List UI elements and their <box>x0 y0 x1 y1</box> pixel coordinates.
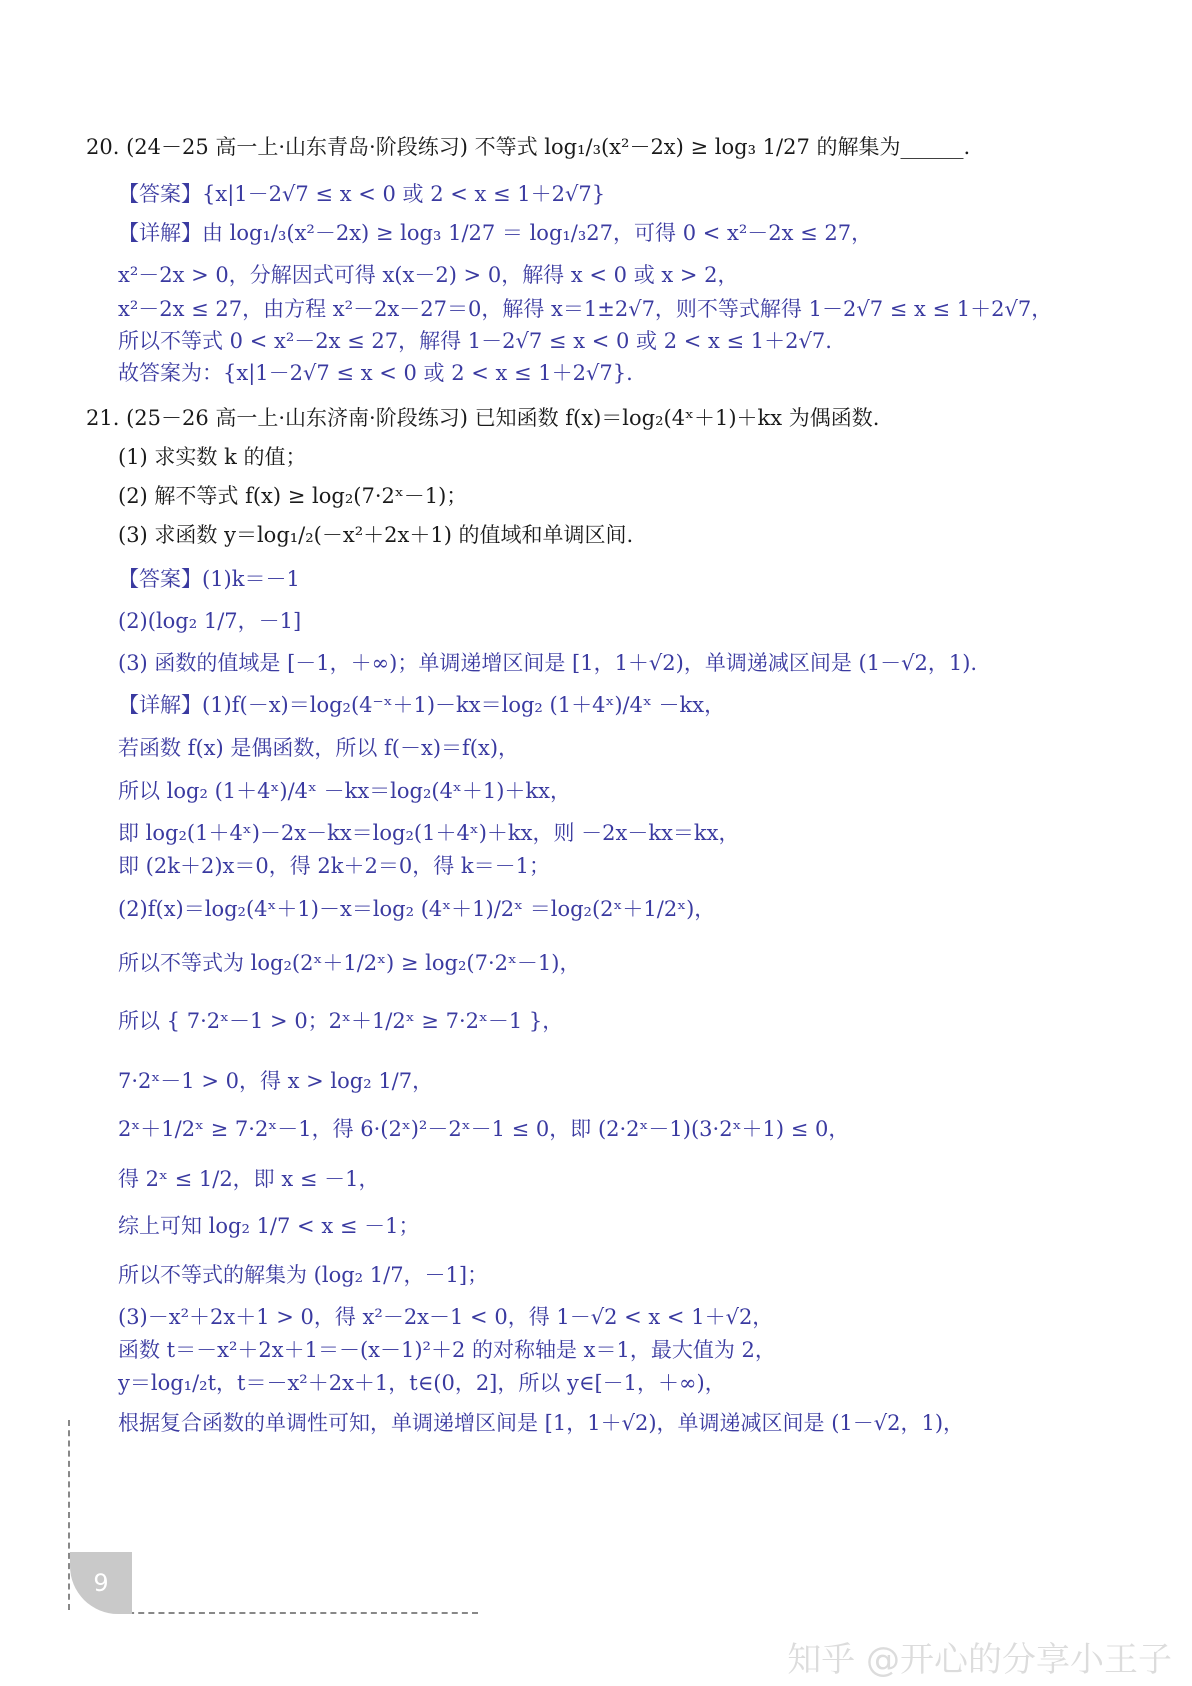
q21-detail-5: (2)f(x)＝log₂(4ˣ＋1)－x＝log₂ (4ˣ＋1)/2ˣ ＝log₂(2ˣ＋1/2ˣ)， <box>118 897 716 921</box>
q20-detail-2: x²－2x ≤ 27，由方程 x²－2x－27＝0，解得 x＝1±2√7，则不等式解得 1－2√7 ≤ x ≤ 1＋2√7， <box>118 297 1053 321</box>
q21-detail-11: 综上可知 log₂ 1/7 < x ≤ －1； <box>118 1214 420 1238</box>
q21-detail-1: 若函数 f(x) 是偶函数，所以 f(－x)＝f(x)， <box>118 736 520 760</box>
q20-stem: 20. (24－25 高一上·山东青岛·阶段练习) 不等式 log₁/₃(x²－2x) ≥ log₃ 1/27 的解集为______. <box>86 135 971 159</box>
q21-part-1: (1) 求实数 k 的值； <box>118 445 307 469</box>
q21-answer-2: (3) 函数的值域是 [－1，＋∞)；单调递增区间是 [1，1＋√2)，单调递减区间是 (1－√2，1). <box>118 651 978 675</box>
q21-detail-3: 即 log₂(1＋4ˣ)－2x－kx＝log₂(1＋4ˣ)＋kx，则 －2x－kx＝kx， <box>118 821 740 845</box>
q21-stem: 21. (25－26 高一上·山东济南·阶段练习) 已知函数 f(x)＝log₂(4ˣ＋1)＋kx 为偶函数. <box>86 406 880 430</box>
q20-detail-4: 故答案为：{x|1－2√7 ≤ x < 0 或 2 < x ≤ 1＋2√7}. <box>118 361 633 385</box>
q21-answer-1: (2)(log₂ 1/7，－1] <box>118 609 302 633</box>
q21-detail-7: 所以 { 7·2ˣ－1 > 0；2ˣ＋1/2ˣ ≥ 7·2ˣ－1 }， <box>118 1009 564 1033</box>
page-number: 9 <box>70 1552 132 1614</box>
q21-detail-13: (3)－x²＋2x＋1 > 0，得 x²－2x－1 < 0，得 1－√2 < x < 1＋√2， <box>118 1305 774 1329</box>
q21-part-3: (3) 求函数 y＝log₁/₂(－x²＋2x＋1) 的值域和单调区间. <box>118 523 634 547</box>
watermark: 知乎 @开心的分享小王子 <box>787 1640 1172 1680</box>
q21-detail-16: 根据复合函数的单调性可知，单调递增区间是 [1，1＋√2)，单调递减区间是 (1－√2，1)， <box>118 1411 965 1435</box>
q21-detail-4: 即 (2k＋2)x＝0，得 2k＋2＝0，得 k＝－1； <box>118 854 550 878</box>
q21-detail-15: y＝log₁/₂t，t＝－x²＋2x＋1，t∈(0，2]，所以 y∈[－1，＋∞)， <box>118 1371 726 1395</box>
page-corner-dashed-line-horizontal <box>118 1612 478 1614</box>
q21-detail-10: 得 2ˣ ≤ 1/2，即 x ≤ －1， <box>118 1167 380 1191</box>
q20-answer: 【答案】{x|1－2√7 ≤ x < 0 或 2 < x ≤ 1＋2√7} <box>118 182 606 206</box>
q21-part-2: (2) 解不等式 f(x) ≥ log₂(7·2ˣ－1)； <box>118 484 468 508</box>
page-corner-dashed-line-vertical <box>68 1420 70 1610</box>
q21-answer-0: 【答案】(1)k＝－1 <box>118 567 300 591</box>
q20-detail-1: x²－2x > 0，分解因式可得 x(x－2) > 0，解得 x < 0 或 x > 2， <box>118 263 739 287</box>
q20-detail-3: 所以不等式 0 < x²－2x ≤ 27，解得 1－2√7 ≤ x < 0 或 2 < x ≤ 1＋2√7. <box>118 329 832 353</box>
q21-detail-9: 2ˣ＋1/2ˣ ≥ 7·2ˣ－1，得 6·(2ˣ)²－2ˣ－1 ≤ 0，即 (2·2ˣ－1)(3·2ˣ＋1) ≤ 0， <box>118 1117 850 1141</box>
q21-detail-0: 【详解】(1)f(－x)＝log₂(4⁻ˣ＋1)－kx＝log₂ (1＋4ˣ)/4ˣ －kx， <box>118 693 726 717</box>
q21-detail-6: 所以不等式为 log₂(2ˣ＋1/2ˣ) ≥ log₂(7·2ˣ－1)， <box>118 951 581 975</box>
q20-detail-0: 【详解】由 log₁/₃(x²－2x) ≥ log₃ 1/27 ＝ log₁/₃27，可得 0 < x²－2x ≤ 27， <box>118 221 873 245</box>
q21-detail-8: 7·2ˣ－1 > 0，得 x > log₂ 1/7， <box>118 1069 434 1093</box>
q21-detail-14: 函数 t＝－x²＋2x＋1＝－(x－1)²＋2 的对称轴是 x＝1，最大值为 2， <box>118 1338 776 1362</box>
q21-detail-2: 所以 log₂ (1＋4ˣ)/4ˣ －kx＝log₂(4ˣ＋1)＋kx， <box>118 779 571 803</box>
q21-detail-12: 所以不等式的解集为 (log₂ 1/7，－1]； <box>118 1263 489 1287</box>
